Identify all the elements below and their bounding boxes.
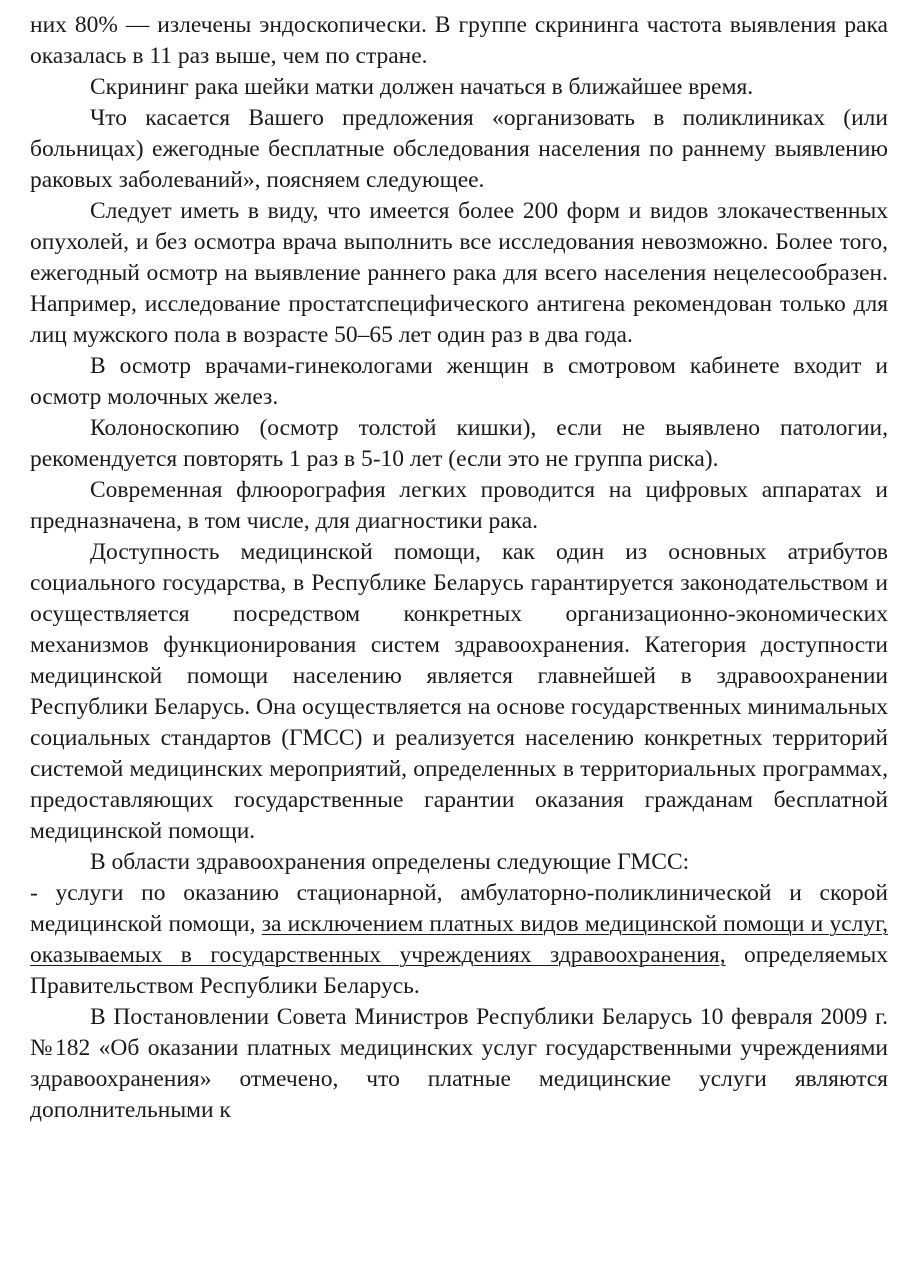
paragraph-resolution: В Постановлении Совета Министров Республики Беларусь 10 февраля 2009 г. №182 «Об оказании платных медицинских услуг государственными учреждениями здравоохранения» отмечено, что платные медицинские услуги являются дополнительными к	[30, 1004, 888, 1123]
services-text-start: - услуги по оказанию стационарной, амбулаторно-поликлинической и скорой медицинской помощи,	[30, 880, 888, 937]
underlined-exception-text: за исключением платных видов медицинской помощи и услуг, оказываемых в государственных учреждениях здравоохранения,	[30, 911, 889, 968]
paragraph-colonoscopy: Колоноскопию (осмотр толстой кишки), если не выявлено патологии, рекомендуется повторять 1 раз в 5-10 лет (если это не группа риска).	[30, 415, 888, 472]
paragraph-gynecology: В осмотр врачами-гинекологами женщин в смотровом кабинете входит и осмотр молочных желез.	[30, 353, 888, 410]
paragraph-tumor-forms: Следует иметь в виду, что имеется более 200 форм и видов злокачественных опухолей, и без осмотра врача выполнить все исследования невозможно. Более того, ежегодный осмотр на выявление раннего рака для всего населения нецелесообразен. Например, исследование простатспецифического антигена рекомендован только для лиц мужского пола в возрасте 50–65 лет один раз в два года.	[30, 198, 888, 348]
paragraph-accessibility: Доступность медицинской помощи, как один из основных атрибутов социального государства, в Республике Беларусь гарантируется законодательством и осуществляется посредством конкретных организационно-экономических механизмов функционирования систем здравоохранения. Категория доступности медицинской помощи населению является главнейшей в здравоохранении Республики Беларусь. Она осуществляется на основе государственных минимальных социальных стандартов (ГМСС) и реализуется населению конкретных территорий системой медицинских мероприятий, определенных в территориальных программах, предоставляющих государственные гарантии оказания гражданам бесплатной медицинской помощи.	[30, 539, 888, 844]
paragraph-gmss-services	[30, 878, 888, 1002]
paragraph-cervical-screening: Скрининг рака шейки матки должен начаться в ближайшее время.	[90, 74, 754, 100]
paragraph-screening-results: них 80% — излечены эндоскопически. В группе скрининга частота выявления рака оказалась в 11 раз выше, чем по стране.	[30, 12, 888, 69]
services-text-end: определяемых Правительством Республики Беларусь.	[30, 942, 888, 999]
paragraph-gmss-heading: В области здравоохранения определены следующие ГМСС:	[90, 849, 690, 875]
paragraph-fluorography: Современная флюорография легких проводится на цифровых аппаратах и предназначена, в том числе, для диагностики рака.	[30, 477, 888, 534]
paragraph-proposal: Что касается Вашего предложения «организовать в поликлиниках (или больницах) ежегодные бесплатные обследования населения по раннему выявлению раковых заболеваний», поясняем следующее.	[30, 105, 888, 193]
